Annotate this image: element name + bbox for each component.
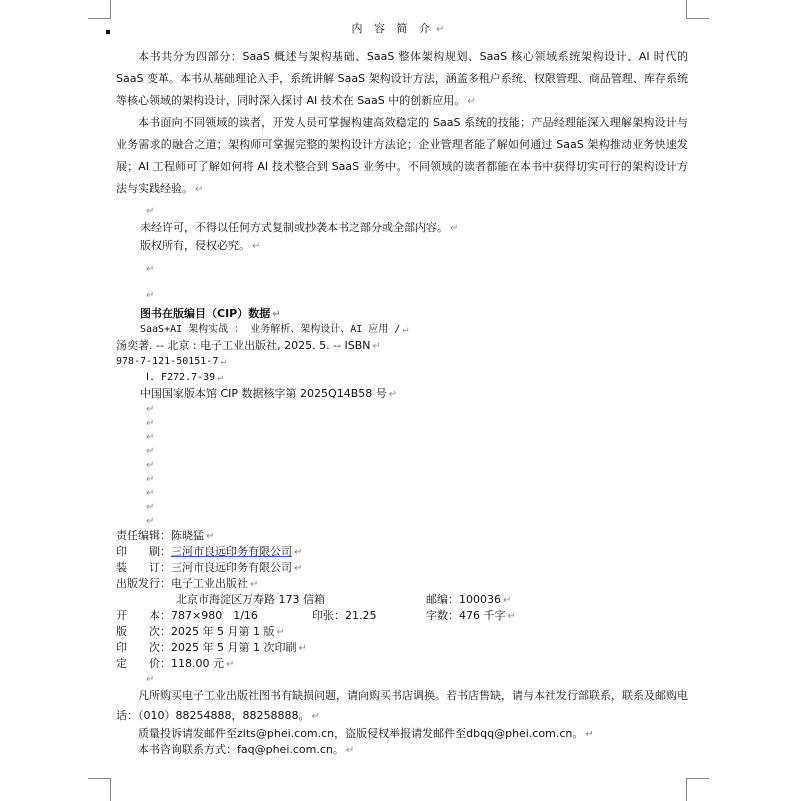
cip-heading: 图书在版编目（CIP）数据 ↵	[140, 307, 281, 320]
imprint-words: 字数：476 千字 ↵	[426, 609, 516, 622]
empty-line-mark: ↵	[146, 418, 155, 429]
cip-line-2: 汤奕著. -- 北京 : 电子工业出版社, 2025. 5. -- ISBN ↵	[116, 339, 381, 352]
intro-paragraph-1: 本书共分为四部分：SaaS 概述与架构基础、SaaS 整体架构规划、SaaS 核心领域系统架构设计、AI 时代的 SaaS 变革。本书从基础理论入手，系统讲解 SaaS 架构设计方法，涵盖多租户系统、权限管理、商品管理、库存系统等核心领域的架构设计，同时深入探讨 AI 技术在 SaaS 中的创新应用。 ↵	[116, 50, 688, 107]
imprint-printer: 印 刷：三河市良远印务有限公司 ↵	[116, 545, 303, 558]
empty-line-mark: ↵	[146, 474, 155, 485]
crop-mark-top-left	[88, 0, 111, 19]
imprint-editor: 责任编辑：陈晓猛 ↵	[116, 529, 215, 542]
cip-line-3: 978-7-121-50151-7 ↵	[116, 356, 227, 367]
intro-paragraph-2: 本书面向不同领域的读者，开发人员可掌握构建高效稳定的 SaaS 系统的技能；产品经理能深入理解架构设计与业务需求的融合之道；架构师可掌握完整的架构设计方法论；企业管理者能了解如何通过 SaaS 架构推动业务快速发展；AI 工程师可了解如何将 AI 技术整合到 SaaS 业务中。不同领域的读者都能在本书中获得切实可行的架构设计方法与实践经验。 ↵	[116, 116, 688, 195]
imprint-sheets: 印张：21.25	[312, 609, 377, 622]
empty-line-mark: ↵	[146, 460, 155, 471]
crop-mark-bottom-right	[686, 778, 709, 801]
empty-line-mark: ↵	[146, 516, 155, 527]
footer-paragraph-2: 质量投诉请发邮件至zlts@phei.com.cn，盗版侵权举报请发邮件至dbqq@phei.com.cn。 ↵	[138, 727, 594, 740]
imprint-postcode: 邮编：100036 ↵	[426, 593, 512, 606]
footer-paragraph-3: 本书咨询联系方式：faq@phei.com.cn。 ↵	[138, 743, 355, 756]
imprint-binder: 装 订：三河市良远印务有限公司 ↵	[116, 561, 303, 574]
empty-line-mark: ↵	[146, 432, 155, 443]
empty-line-mark: ↵	[146, 502, 155, 513]
empty-line-mark: ↵	[146, 674, 155, 685]
imprint-edition: 版 次：2025 年 5 月第 1 版 ↵	[116, 625, 285, 638]
empty-line-mark: ↵	[146, 404, 155, 415]
empty-line-mark: ↵	[146, 290, 155, 301]
crop-mark-bottom-left	[88, 778, 111, 801]
copyright-notice-2: 版权所有，侵权必究。 ↵	[140, 239, 261, 252]
imprint-printing: 印 次：2025 年 5 月第 1 次印刷 ↵	[116, 641, 307, 654]
copyright-notice-1: 未经许可，不得以任何方式复制或抄袭本书之部分或全部内容。 ↵	[140, 221, 459, 234]
empty-line-mark: ↵	[146, 488, 155, 499]
cip-line-5: 中国国家版本馆 CIP 数据核字第 2025Q14B58 号 ↵	[140, 387, 398, 400]
imprint-publisher: 出版发行：电子工业出版社 ↵	[116, 577, 259, 590]
page-title: 内 容 简 介 ↵	[351, 22, 449, 35]
empty-line-mark: ↵	[146, 446, 155, 457]
empty-line-mark: ↵	[146, 206, 155, 217]
empty-line-mark: ↵	[146, 264, 155, 275]
imprint-format: 开 本：787×980 1/16	[116, 609, 258, 622]
cip-line-4: Ⅰ. F272.7-39 ↵	[146, 372, 224, 383]
imprint-address: 北京市海淀区万寿路 173 信箱	[176, 593, 325, 606]
crop-mark-top-right	[686, 0, 709, 19]
footer-paragraph-1: 凡所购买电子工业出版社图书有缺损问题，请向购买书店调换。若书店售缺，请与本社发行部联系，联系及邮购电话：（010）88254888，88258888。 ↵	[116, 689, 688, 722]
cip-line-1: SaaS+AI 架构实战 ： 业务解析、架构设计、AI 应用 / ↵	[140, 324, 409, 335]
imprint-price: 定 价：118.00 元 ↵	[116, 657, 235, 670]
